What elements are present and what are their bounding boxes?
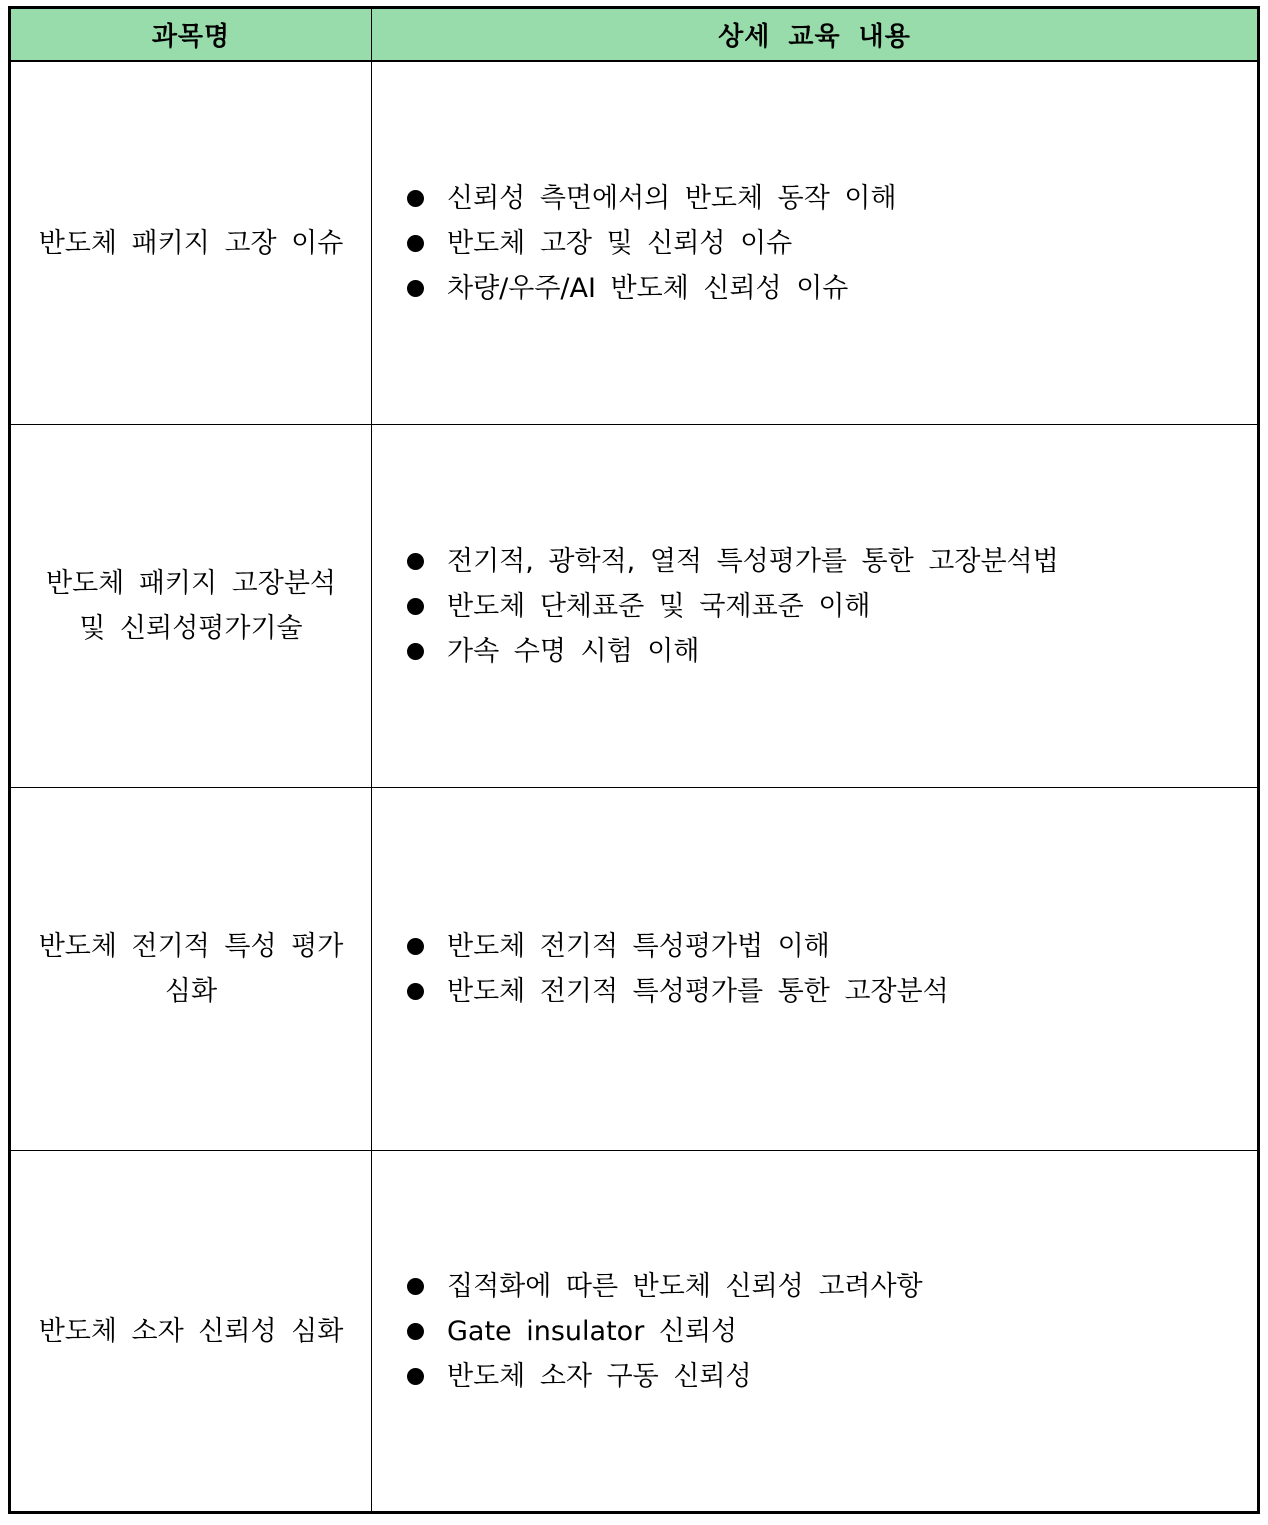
bullet-list (405, 1264, 923, 1399)
list-item-text: 신뢰성 측면에서의 반도체 동작 이해 (447, 182, 897, 214)
subject-cell: 반도체 전기적 특성 평가 심화 (38, 931, 344, 1007)
bullet-icon (407, 983, 424, 1000)
details-cell (372, 788, 1257, 1150)
list-item-text: 반도체 전기적 특성평가법 이해 (447, 931, 830, 962)
table-row (11, 425, 1257, 788)
bullet-list (405, 176, 897, 311)
table-row (11, 62, 1257, 425)
bullet-icon (407, 1368, 424, 1385)
bullet-icon (407, 190, 424, 207)
list-item (405, 1354, 923, 1399)
subject-cell: 반도체 패키지 고장 이슈 (38, 227, 344, 259)
table-row (11, 788, 1257, 1151)
details-cell (372, 425, 1257, 787)
details-cell (372, 62, 1257, 424)
header-subject: 과목명 (151, 22, 231, 52)
curriculum-table (8, 6, 1260, 1514)
list-item (405, 629, 1059, 674)
list-item (405, 584, 1059, 629)
bullet-icon (407, 598, 424, 615)
list-item-text: 가속 수명 시험 이해 (447, 635, 700, 667)
list-item (405, 924, 949, 969)
list-item (405, 539, 1059, 584)
list-item-text: 반도체 소자 구동 신뢰성 (447, 1360, 752, 1392)
list-item (405, 1264, 923, 1309)
list-item (405, 1309, 923, 1354)
bullet-icon (407, 1323, 424, 1340)
bullet-icon (407, 280, 424, 297)
list-item-text: Gate insulator 신뢰성 (447, 1315, 738, 1347)
bullet-icon (407, 643, 424, 660)
subject-cell: 반도체 패키지 고장분석 및 신뢰성평가기술 (46, 568, 336, 644)
bullet-icon (407, 1278, 424, 1295)
details-cell (372, 1151, 1257, 1511)
bullet-icon (407, 235, 424, 252)
list-item (405, 969, 949, 1014)
list-item-text: 차량/우주/AI 반도체 신뢰성 이슈 (447, 272, 849, 304)
table-row (11, 1151, 1257, 1511)
subject-cell: 반도체 소자 신뢰성 심화 (38, 1315, 344, 1347)
header-details: 상세 교육 내용 (718, 22, 911, 52)
list-item (405, 176, 897, 221)
bullet-list (405, 539, 1059, 674)
table-header-row (11, 9, 1257, 62)
bullet-icon (407, 938, 424, 955)
bullet-icon (407, 553, 424, 570)
list-item (405, 221, 897, 266)
list-item-text: 반도체 전기적 특성평가를 통한 고장분석 (447, 976, 949, 1007)
list-item-text: 반도체 고장 및 신뢰성 이슈 (447, 227, 793, 259)
list-item (405, 266, 897, 311)
bullet-list (405, 924, 949, 1014)
list-item-text: 반도체 단체표준 및 국제표준 이해 (447, 590, 871, 622)
list-item-text: 집적화에 따른 반도체 신뢰성 고려사항 (447, 1270, 923, 1302)
list-item-text: 전기적, 광학적, 열적 특성평가를 통한 고장분석법 (447, 545, 1059, 577)
